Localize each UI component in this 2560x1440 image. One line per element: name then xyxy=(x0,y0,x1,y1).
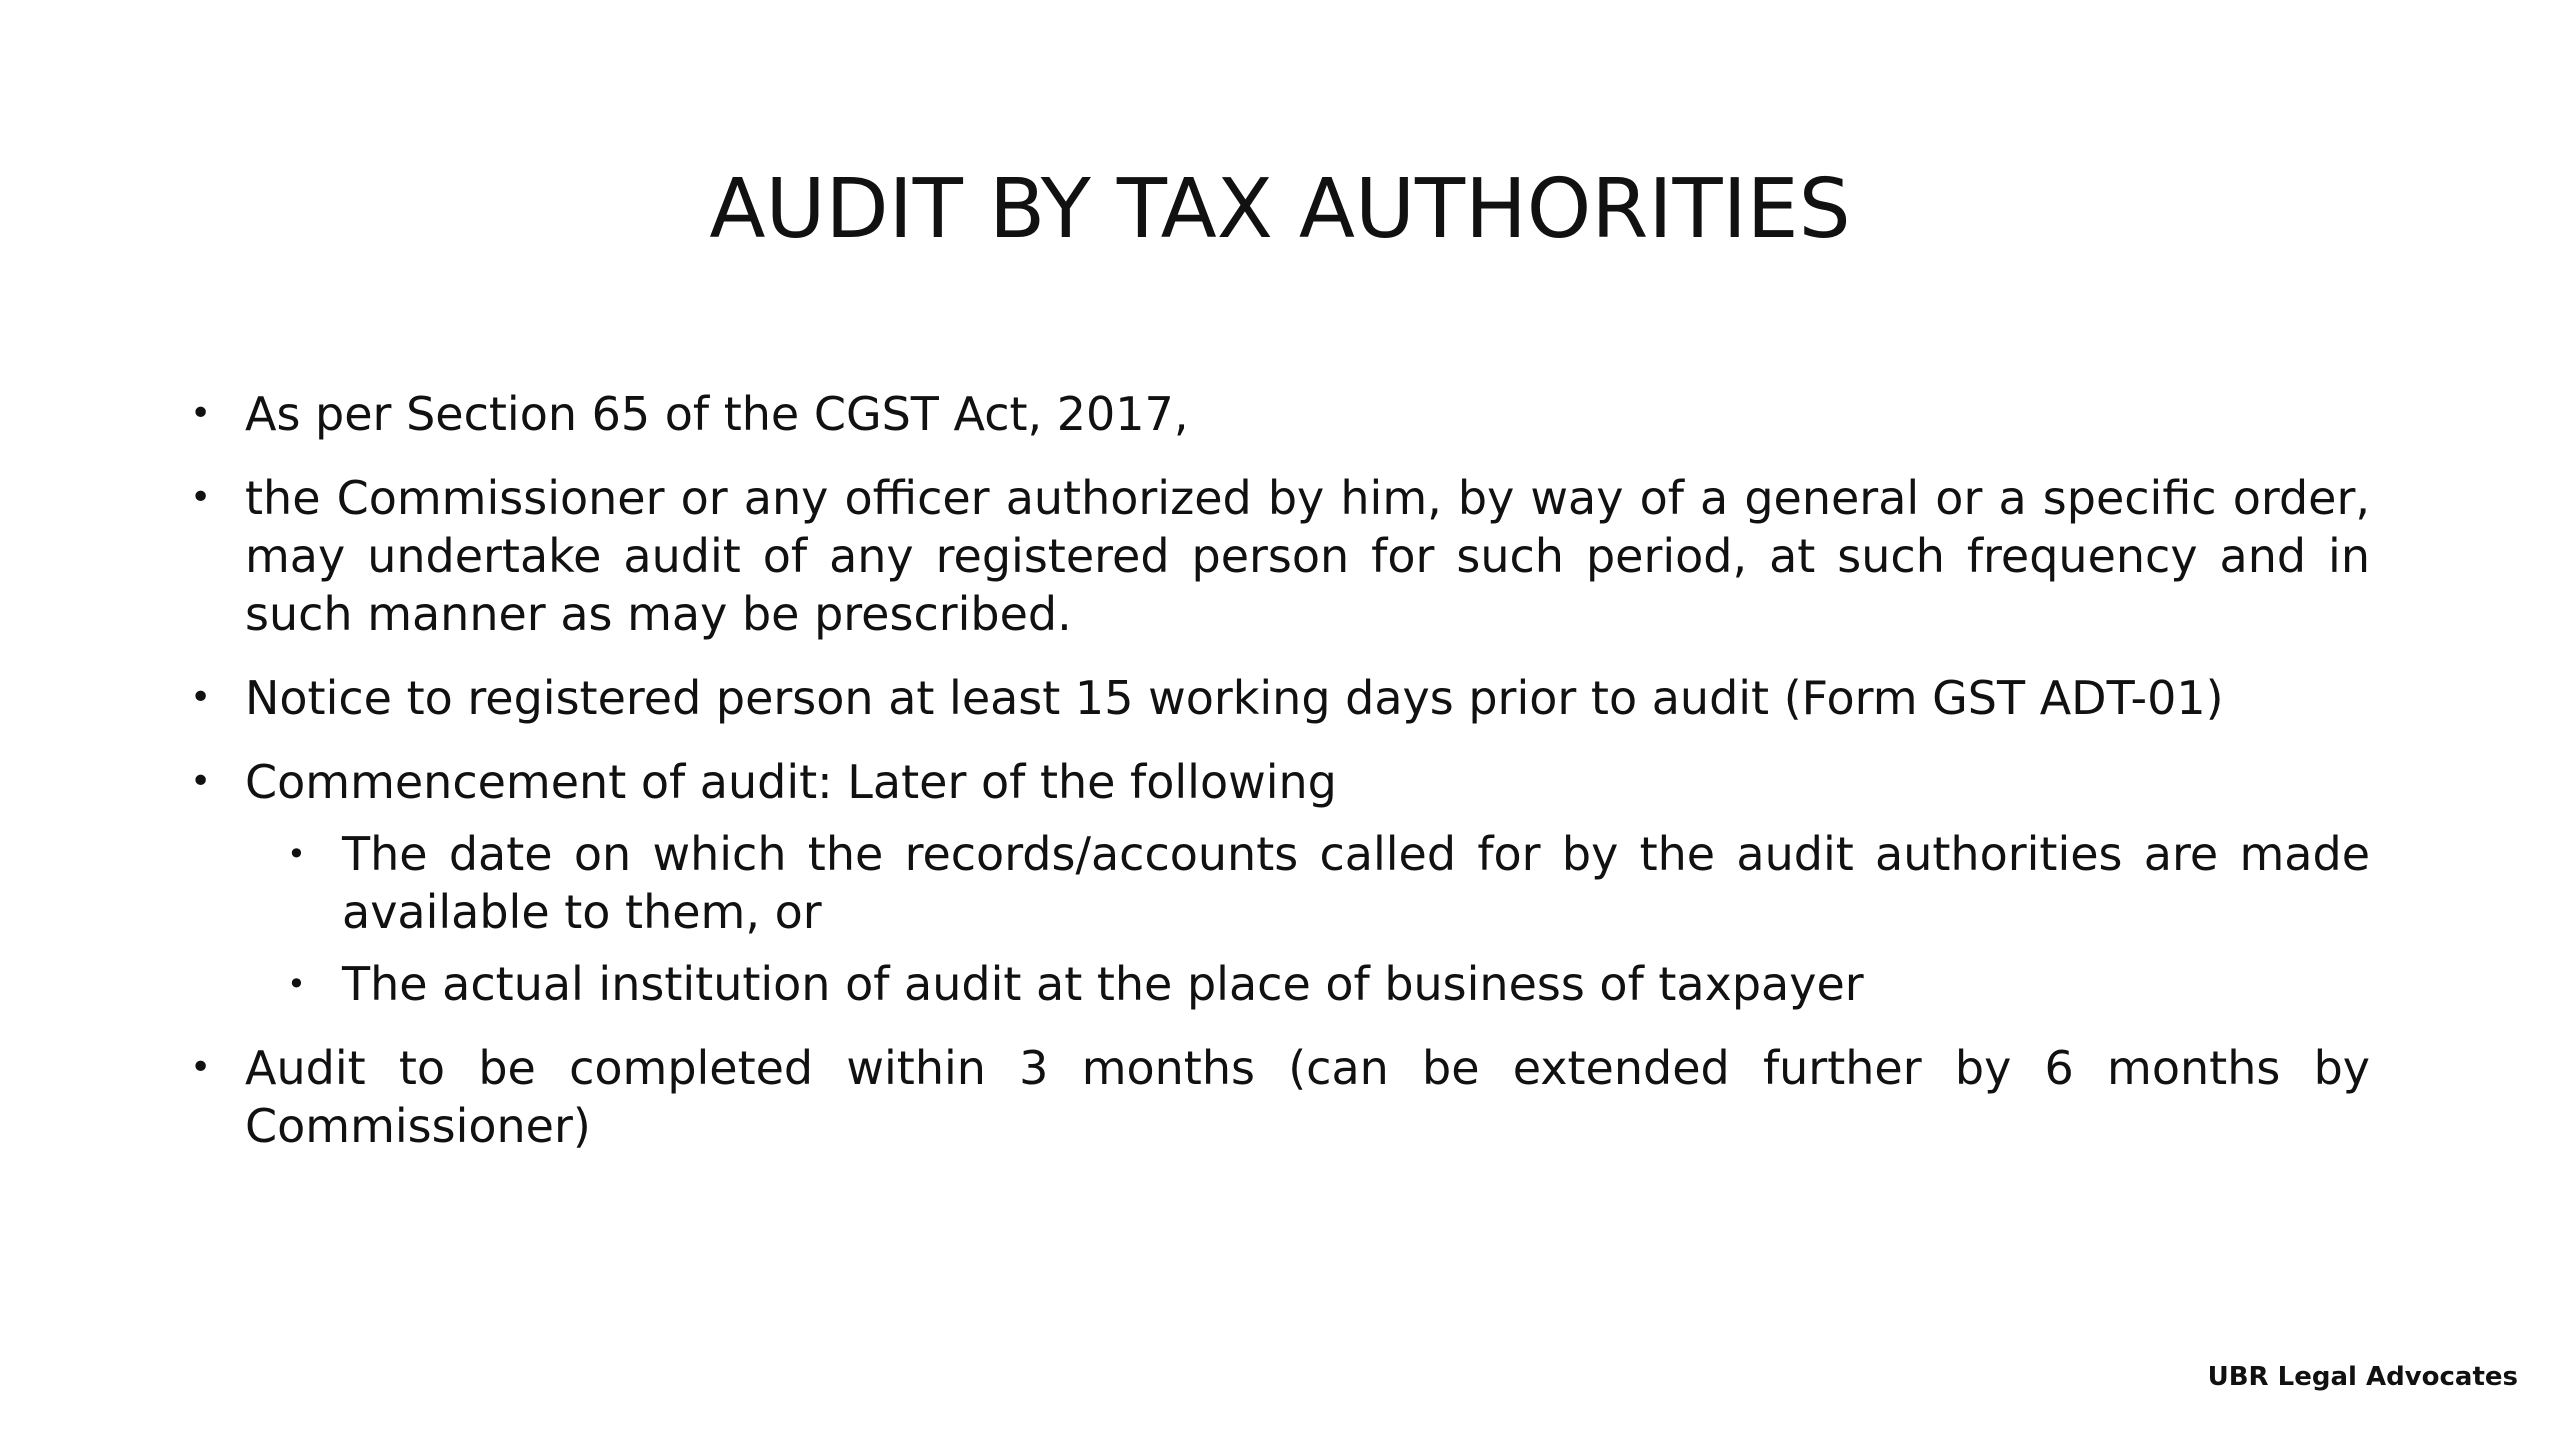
list-item xyxy=(190,469,2370,643)
sub-bullet-dot: • xyxy=(287,835,306,873)
footer-brand: UBR Legal Advocates xyxy=(2207,1362,2518,1392)
list-item xyxy=(190,1039,2370,1155)
bullet-text: As per Section 65 of the CGST Act, 2017, xyxy=(245,387,1189,441)
bullet-dot: • xyxy=(190,393,212,434)
sub-list-item xyxy=(287,955,2370,1013)
bullet-list xyxy=(190,385,2370,1155)
sub-list-item xyxy=(287,825,2370,941)
bullet-text: Commencement of audit: Later of the following xyxy=(245,755,1337,809)
sub-bullet-list xyxy=(245,825,2370,1013)
bullet-dot: • xyxy=(190,677,212,718)
slide-content xyxy=(190,385,2370,1181)
sub-bullet-dot: • xyxy=(287,965,306,1003)
bullet-text: Notice to registered person at least 15 working days prior to audit (Form GST ADT-01) xyxy=(245,671,2224,725)
bullet-dot: • xyxy=(190,761,212,802)
list-item xyxy=(190,753,2370,1013)
bullet-text: Audit to be completed within 3 months (can be extended further by 6 months by Commissioner) xyxy=(245,1041,2370,1153)
list-item xyxy=(190,669,2370,727)
list-item xyxy=(190,385,2370,443)
sub-bullet-text: The actual institution of audit at the place of business of taxpayer xyxy=(342,957,1864,1011)
bullet-dot: • xyxy=(190,1047,212,1088)
bullet-dot: • xyxy=(190,477,212,518)
bullet-text: the Commissioner or any officer authorized by him, by way of a general or a specific order, may undertake audit of any registered person for such period, at such frequency and in such manner as may be prescribed. xyxy=(245,471,2370,641)
slide-title: AUDIT BY TAX AUTHORITIES xyxy=(709,162,1851,257)
sub-bullet-text: The date on which the records/accounts called for by the audit authorities are made available to them, or xyxy=(342,827,2370,939)
